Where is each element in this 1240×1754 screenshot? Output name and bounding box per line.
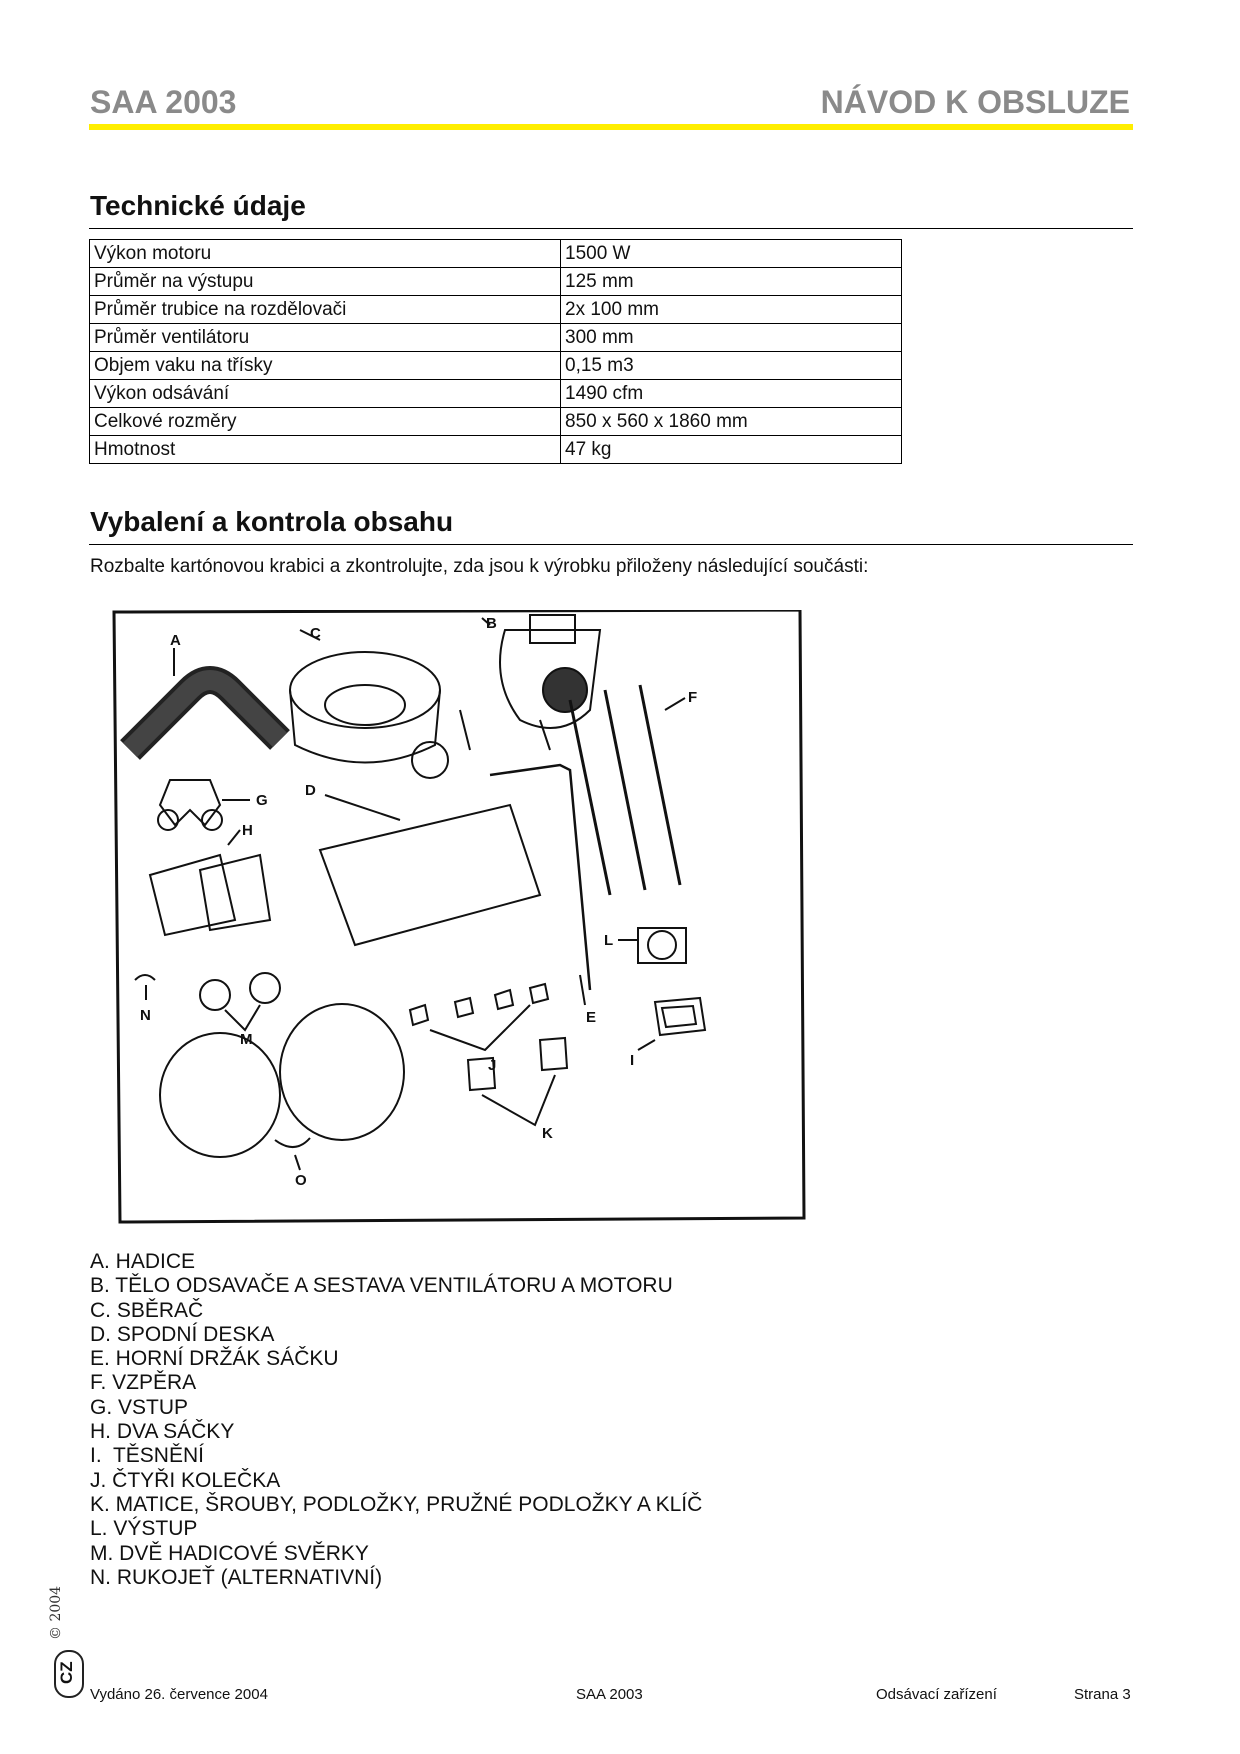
inlet-drawing xyxy=(158,780,250,830)
hose-drawing xyxy=(130,648,280,750)
spec-label: Průměr trubice na rozdělovači xyxy=(90,296,561,324)
footer-page: Strana 3 xyxy=(1074,1686,1131,1703)
figure-label: F xyxy=(688,689,698,706)
table-row xyxy=(90,324,902,352)
list-item: K. MATICE, ŠROUBY, PODLOŽKY, PRUŽNÉ PODLOŽKY A KLÍČ xyxy=(90,1492,703,1516)
figure-label: N xyxy=(140,1007,151,1024)
specs-heading-rule xyxy=(89,228,1133,229)
handle-drawing xyxy=(135,975,155,1000)
list-item: L. VÝSTUP xyxy=(90,1517,198,1541)
spec-label: Průměr na výstupu xyxy=(90,268,561,296)
header-yellow-bar xyxy=(89,124,1133,130)
table-row xyxy=(90,436,902,464)
bag-holder-drawing xyxy=(490,765,590,1005)
table-row xyxy=(90,240,902,268)
spec-value: 850 x 560 x 1860 mm xyxy=(561,408,902,436)
spec-value: 300 mm xyxy=(561,324,902,352)
list-item: M. DVĚ HADICOVÉ SVĚRKY xyxy=(90,1541,369,1565)
spec-label: Hmotnost xyxy=(90,436,561,464)
figure-label: A xyxy=(170,632,181,649)
spec-label: Průměr ventilátoru xyxy=(90,324,561,352)
figure-label: C xyxy=(310,625,321,642)
parts-list xyxy=(90,1250,702,1590)
language-code: CZ xyxy=(57,1661,76,1684)
bag-rings-drawing xyxy=(160,1004,404,1170)
figure-label: O xyxy=(295,1172,307,1189)
table-row xyxy=(90,296,902,324)
list-item: C. SBĚRAČ xyxy=(90,1298,204,1322)
list-item: H. DVA SÁČKY xyxy=(90,1420,235,1444)
spec-value: 0,15 m3 xyxy=(561,352,902,380)
parts-illustration xyxy=(110,610,810,1230)
figure-label: K xyxy=(542,1125,553,1142)
spec-value: 47 kg xyxy=(561,436,902,464)
spec-value: 2x 100 mm xyxy=(561,296,902,324)
figure-label: B xyxy=(486,615,497,632)
clamps-drawing xyxy=(200,973,280,1030)
table-row xyxy=(90,408,902,436)
specs-heading: Technické údaje xyxy=(90,190,306,221)
fan-body-drawing xyxy=(460,615,600,750)
unpack-heading: Vybalení a kontrola obsahu xyxy=(90,506,454,537)
spec-label: Výkon motoru xyxy=(90,240,561,268)
figure-label: H xyxy=(242,822,253,839)
footer-product: Odsávací zařízení xyxy=(876,1686,997,1703)
fasteners-drawing xyxy=(468,1038,567,1125)
spec-value: 1490 cfm xyxy=(561,380,902,408)
specs-table xyxy=(89,239,902,464)
figure-label: E xyxy=(586,1009,597,1026)
list-item: F. VZPĚRA xyxy=(90,1371,197,1395)
list-item: I. TĚSNĚNÍ xyxy=(90,1444,204,1468)
table-row xyxy=(90,380,902,408)
spec-label: Celkové rozměry xyxy=(90,408,561,436)
spec-label: Výkon odsávání xyxy=(90,380,561,408)
base-plate-drawing xyxy=(320,795,540,945)
list-item: N. RUKOJEŤ (ALTERNATIVNÍ) xyxy=(90,1565,383,1589)
copyright-note: © 2004 xyxy=(48,1585,64,1640)
figure-label: I xyxy=(630,1052,635,1069)
header-model: SAA 2003 xyxy=(90,84,237,120)
struts-drawing xyxy=(570,685,685,895)
figure-label: G xyxy=(256,792,268,809)
spec-label: Objem vaku na třísky xyxy=(90,352,561,380)
unpack-heading-rule xyxy=(89,544,1133,545)
list-item: B. TĚLO ODSAVAČE A SESTAVA VENTILÁTORU A MOTORU xyxy=(90,1274,673,1298)
wheels-drawing xyxy=(410,984,548,1050)
list-item: J. ČTYŘI KOLEČKA xyxy=(90,1468,281,1492)
spec-value: 1500 W xyxy=(561,240,902,268)
list-item: E. HORNÍ DRŽÁK SÁČKU xyxy=(90,1347,339,1371)
header-doc-title: NÁVOD K OBSLUZE xyxy=(820,84,1130,120)
gasket-drawing xyxy=(638,998,705,1050)
figure-label: L xyxy=(604,932,614,949)
bags-drawing xyxy=(150,830,270,935)
figure-label: J xyxy=(488,1057,497,1074)
list-item: G. VSTUP xyxy=(90,1395,189,1419)
footer-issued: Vydáno 26. července 2004 xyxy=(90,1686,268,1703)
outlet-drawing xyxy=(618,928,686,963)
spec-value: 125 mm xyxy=(561,268,902,296)
unpack-intro: Rozbalte kartónovou krabici a zkontrolujte, zda jsou k výrobku přiloženy následující součásti: xyxy=(90,556,869,577)
list-item: A. HADICE xyxy=(90,1250,196,1273)
figure-label: M xyxy=(240,1031,253,1048)
footer-model: SAA 2003 xyxy=(576,1686,643,1703)
figure-label: D xyxy=(305,782,316,799)
list-item: D. SPODNÍ DESKA xyxy=(90,1322,275,1346)
table-row xyxy=(90,352,902,380)
table-row xyxy=(90,268,902,296)
collector-drawing xyxy=(290,630,448,778)
